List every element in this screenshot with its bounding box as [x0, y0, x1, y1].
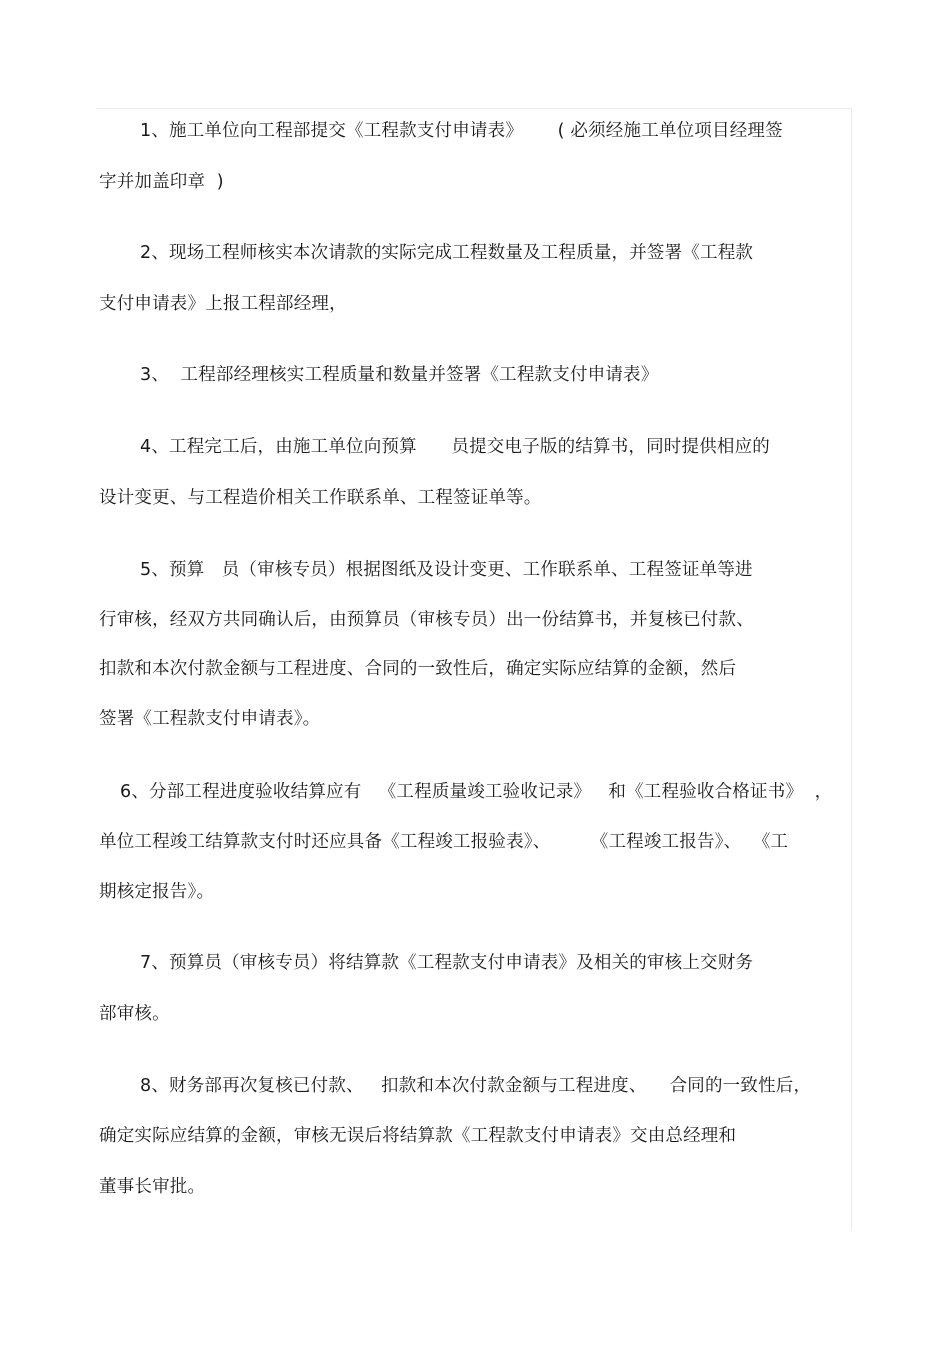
item-8-line-1: 8、财务部再次复核已付款、 扣款和本次付款金额与工程进度、 合同的一致性后， [140, 1076, 812, 1096]
item-2-line-2: 支付申请表》上报工程部经理， [99, 294, 347, 314]
item-5-line-3: 扣款和本次付款金额与工程进度、合同的一致性后，确定实际应结算的金额，然后 [99, 659, 737, 679]
item-5-line-4: 签署《工程款支付申请表》。 [99, 709, 321, 729]
item-8-line-3: 董事长审批。 [99, 1177, 206, 1197]
item-4-line-1: 4、工程完工后，由施工单位向预算 员提交电子版的结算书，同时提供相应的 [140, 437, 771, 457]
item-3-line-1: 3、 工程部经理核实工程质量和数量并签署《工程款支付申请表》 [140, 365, 659, 385]
item-4-line-2: 设计变更、与工程造价相关工作联系单、工程签证单等。 [99, 488, 542, 508]
item-5-line-1: 5、预算 员（审核专员）根据图纸及设计变更、工作联系单、工程签证单等进 [140, 560, 753, 580]
page-border-right [851, 108, 852, 1230]
page-border-top [97, 108, 851, 109]
item-1-line-1: 1、施工单位向工程部提交《工程款支付申请表》 ( 必须经施工单位项目经理签 [140, 121, 783, 141]
item-6-line-2: 单位工程竣工结算款支付时还应具备《工程竣工报验表》、 《工程竣工报告》、 《工 [99, 832, 789, 852]
item-5-line-2: 行审核，经双方共同确认后，由预算员（审核专员）出一份结算书，并复核已付款、 [99, 610, 754, 630]
item-6-line-3: 期核定报告》。 [99, 882, 215, 902]
item-7-line-2: 部审核。 [99, 1004, 170, 1024]
item-2-line-1: 2、现场工程师核实本次请款的实际完成工程数量及工程质量，并签署《工程款 [140, 243, 754, 263]
item-1-line-2: 字并加盖印章 ) [99, 172, 224, 192]
item-6-line-1: 6、分部工程进度验收结算应有 《工程质量竣工验收记录》 和《工程验收合格证书》 ， [120, 782, 833, 802]
item-8-line-2: 确定实际应结算的金额，审核无误后将结算款《工程款支付申请表》交由总经理和 [99, 1126, 737, 1146]
item-7-line-1: 7、预算员（审核专员）将结算款《工程款支付申请表》及相关的审核上交财务 [140, 953, 754, 973]
